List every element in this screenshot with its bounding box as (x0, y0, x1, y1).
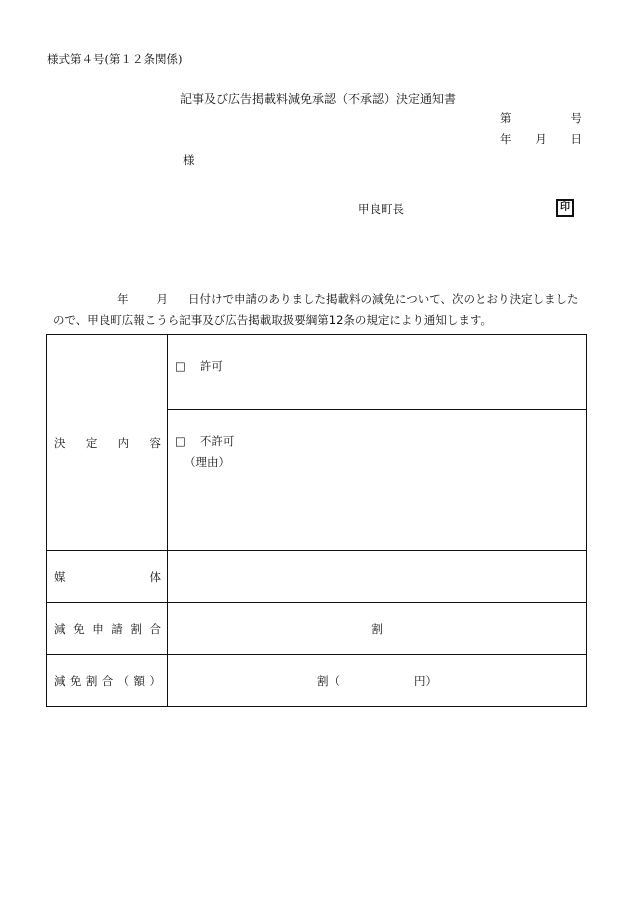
decision-label: 決 定 内 容 (54, 435, 161, 450)
decision-label-cell (47, 335, 168, 551)
approve-checkbox[interactable]: □ (175, 359, 186, 373)
requested-rate-row (47, 603, 587, 655)
reduction-rate-label-cell (47, 655, 168, 707)
doc-number-suffix: 号 (570, 111, 582, 125)
issue-date (500, 131, 582, 147)
reject-checkbox[interactable]: □ (175, 434, 186, 448)
issuer-name: 甲良町長 (358, 202, 404, 216)
approve-cell (168, 335, 587, 410)
media-label-cell (47, 551, 168, 603)
reduction-rate-label: 減 免 割 合 （ 額 ） (54, 673, 161, 688)
requested-rate-value-cell[interactable] (168, 603, 587, 655)
form-number: 様式第４号(第１２条関係) (47, 52, 183, 66)
decision-table (46, 334, 587, 707)
date-day: 日 (570, 132, 582, 146)
media-row (47, 551, 587, 603)
media-value-cell[interactable] (168, 551, 587, 603)
requested-rate-unit: 割 (371, 621, 383, 636)
requested-rate-label-cell (47, 603, 168, 655)
requested-rate-label: 減 免 申 請 割 合 (54, 621, 161, 636)
body-month: 月 (156, 292, 168, 306)
seal-stamp: 印 (556, 199, 574, 217)
body-line-2: ので、甲良町広報こうら記事及び広告掲載取扱要綱第12条の規定により通知します。 (53, 313, 492, 327)
media-label: 媒 体 (54, 569, 161, 584)
doc-number-prefix: 第 (500, 111, 512, 125)
date-year: 年 (500, 132, 512, 146)
body-line-1 (117, 291, 579, 307)
reduction-rate-prefix: 割（ (317, 673, 340, 688)
reduction-rate-row (47, 655, 587, 707)
reason-label: （理由） (184, 455, 230, 469)
reduction-rate-value-cell[interactable] (168, 655, 587, 707)
date-month: 月 (535, 132, 547, 146)
reject-label: 不許可 (199, 434, 235, 448)
addressee-suffix: 様 (183, 153, 195, 167)
approve-label: 許可 (199, 359, 223, 373)
body-year: 年 (117, 292, 129, 306)
body-line-1-text: 日付けで申請のありました掲載料の減免について、次のとおり決定しました (188, 292, 579, 306)
reduction-rate-yen: 円） (414, 673, 437, 688)
document-number (500, 110, 582, 126)
approve-row (47, 335, 587, 410)
reject-cell (168, 410, 587, 551)
document-title: 記事及び広告掲載料減免承認（不承認）決定通知書 (180, 92, 457, 106)
